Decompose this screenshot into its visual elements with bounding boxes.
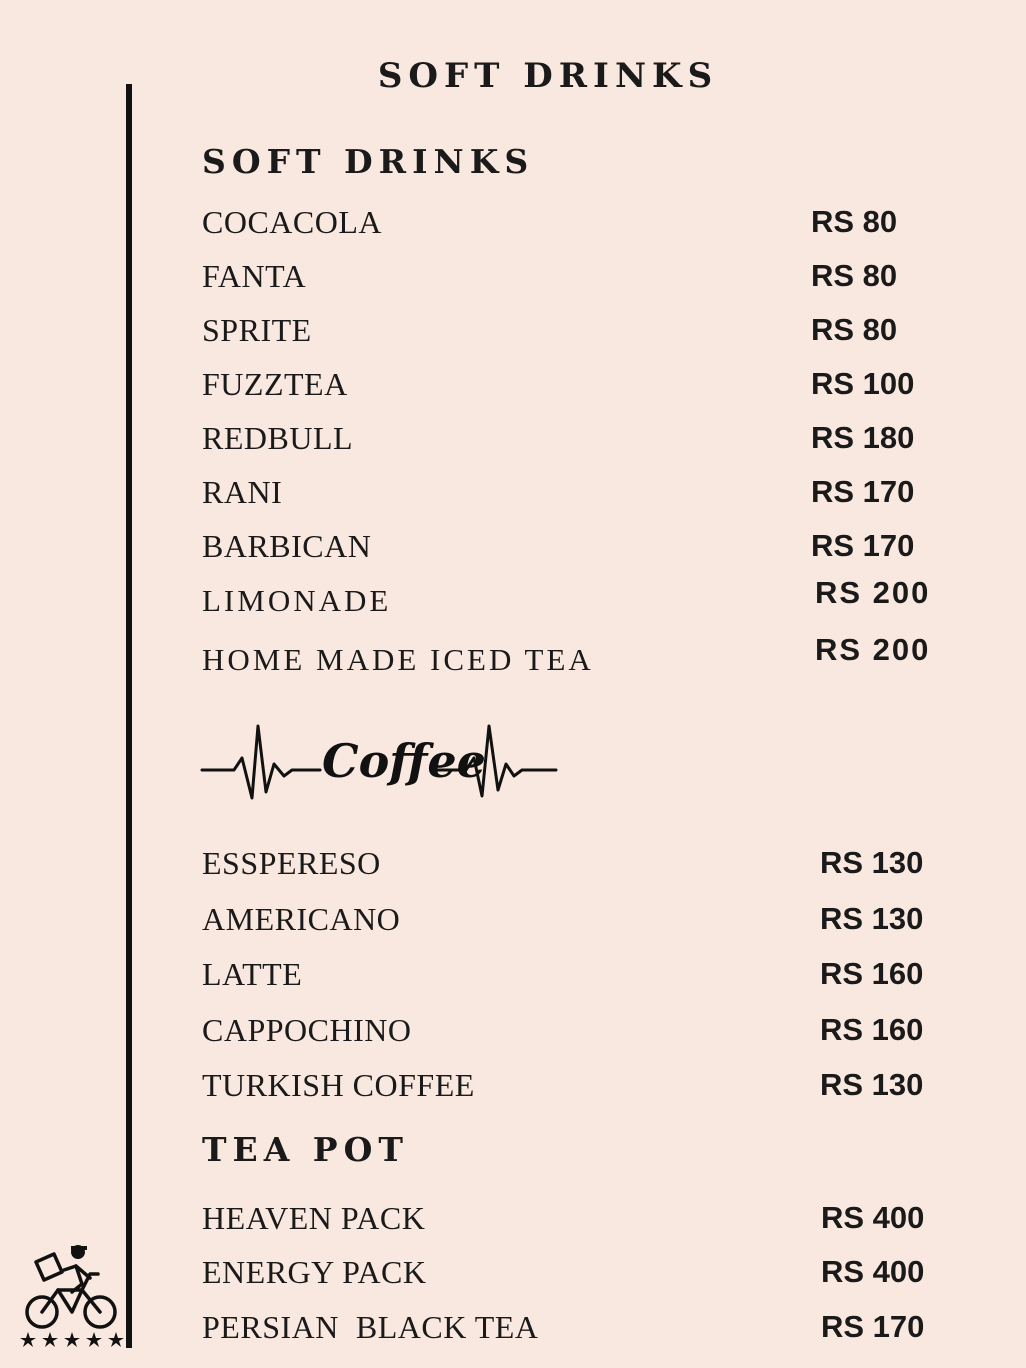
star-rating [20,1332,124,1347]
menu-item [202,956,982,996]
menu-item [202,845,982,885]
star-icon [42,1332,58,1347]
item-price: RS 170 [821,1309,925,1344]
item-name: REDBULL [202,420,354,456]
star-icon [108,1332,124,1347]
section-heading-tea-pot: TEA POT [202,1130,409,1169]
menu-item [202,575,982,623]
item-price: RS 80 [811,258,898,293]
section-heading-soft-drinks: SOFT DRINKS [202,142,535,181]
section-heading-coffee: Coffee [322,734,486,788]
item-name: BARBICAN [202,528,372,564]
menu-item [202,420,982,460]
item-price: RS 130 [820,845,924,880]
page-title: SOFT DRINKS [377,56,719,96]
item-price: RS 170 [811,474,915,509]
item-price: RS 400 [821,1200,925,1235]
item-name: ENERGY PACK [202,1254,427,1290]
delivery-bike-icon [20,1240,124,1352]
item-price: RS 400 [821,1254,925,1289]
item-price: RS 200 [815,632,931,667]
item-price: RS 80 [811,312,898,347]
menu-item [202,204,982,244]
item-name: ESSPERESO [202,845,381,881]
item-name: SPRITE [202,312,312,348]
coffee-section-banner [200,718,560,813]
item-name: COCACOLA [202,204,383,240]
menu-item [202,528,982,568]
menu-item [202,901,982,941]
star-icon [20,1332,36,1347]
item-price: RS 80 [811,204,898,239]
menu-item [202,1254,982,1294]
item-name: FUZZTEA [202,366,348,402]
item-name: CAPPOCHINO [202,1012,412,1048]
item-name: HOME MADE ICED TEA [202,642,594,677]
star-icon [64,1332,80,1347]
item-name: TURKISH COFFEE [202,1067,475,1103]
star-icon [86,1332,102,1347]
item-name: RANI [202,474,283,510]
item-price: RS 160 [820,956,924,991]
menu-item [202,474,982,514]
item-price: RS 100 [811,366,915,401]
item-name: HEAVEN PACK [202,1200,426,1236]
item-name: FANTA [202,258,307,294]
delivery-logo [20,1240,124,1357]
item-price: RS 200 [815,575,931,610]
item-price: RS 170 [811,528,915,563]
vertical-divider-line [126,84,132,1348]
item-price: RS 130 [820,901,924,936]
item-name: LATTE [202,956,303,992]
menu-item [202,632,982,682]
menu-item [202,312,982,352]
item-price: RS 160 [820,1012,924,1047]
item-price: RS 180 [811,420,915,455]
menu-item [202,258,982,298]
menu-item [202,1067,982,1107]
item-name: PERSIAN BLACK TEA [202,1309,539,1345]
menu-item [202,1012,982,1052]
item-name: LIMONADE [202,583,392,618]
menu-item [202,1200,982,1240]
menu-item [202,366,982,406]
item-name: AMERICANO [202,901,401,937]
item-price: RS 130 [820,1067,924,1102]
menu-item [202,1309,982,1349]
